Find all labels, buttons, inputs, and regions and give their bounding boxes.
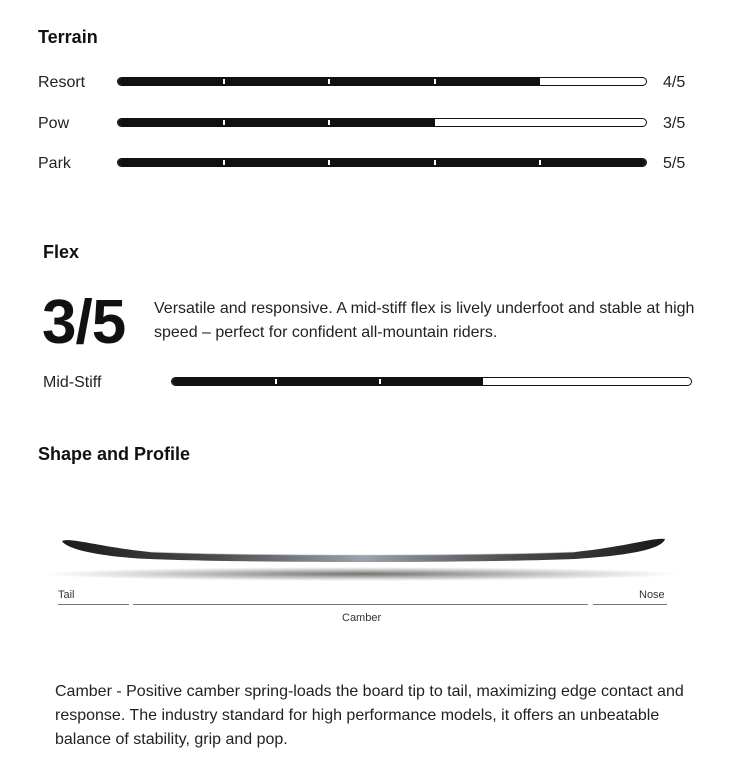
profile-label: Camber: [342, 612, 382, 624]
rating-bar-tick: [379, 379, 381, 384]
camber-divider: [133, 604, 588, 605]
rating-bar-tick: [223, 120, 225, 125]
terrain-row-label: Pow: [38, 115, 70, 132]
rating-bar-tick: [328, 160, 330, 165]
tail-divider: [58, 604, 129, 605]
flex-description: Versatile and responsive. A mid-stiff flex is lively underfoot and stable at high speed – perfect for confident all-mountain riders.: [154, 300, 695, 341]
terrain-park-bar: [117, 158, 647, 167]
flex-bar: [171, 377, 692, 386]
rating-bar-tick: [223, 79, 225, 84]
rating-bar-tick: [328, 120, 330, 125]
flex-rating: 3/5: [42, 288, 126, 357]
terrain-heading: Terrain: [38, 27, 98, 47]
rating-bar-fill: [172, 378, 483, 385]
rating-bar-fill: [118, 159, 646, 166]
terrain-row-score: 5/5: [663, 155, 686, 172]
tail-label: Tail: [58, 589, 75, 601]
rating-bar-fill: [118, 119, 435, 126]
rating-bar-tick: [328, 79, 330, 84]
snowboard-profile-image: [0, 525, 742, 605]
profile-description: Camber - Positive camber spring-loads the board tip to tail, maximizing edge contact and response. The industry standard for high performance models, it offers an unbeatable balance of stability, grip and pop.: [55, 683, 684, 748]
terrain-row-label: Resort: [38, 74, 86, 91]
flex-bar-label: Mid-Stiff: [43, 374, 102, 391]
rating-bar-tick: [434, 160, 436, 165]
terrain-resort-bar: [117, 77, 647, 86]
terrain-row-score: 3/5: [663, 115, 686, 132]
terrain-row-label: Park: [38, 155, 71, 172]
rating-bar-tick: [223, 160, 225, 165]
rating-bar-tick: [434, 79, 436, 84]
terrain-row-score: 4/5: [663, 74, 686, 91]
nose-label: Nose: [639, 589, 665, 601]
shape-heading: Shape and Profile: [38, 444, 191, 464]
rating-bar-tick: [275, 379, 277, 384]
terrain-pow-bar: [117, 118, 647, 127]
rating-bar-tick: [539, 160, 541, 165]
nose-divider: [593, 604, 667, 605]
flex-heading: Flex: [43, 242, 80, 262]
